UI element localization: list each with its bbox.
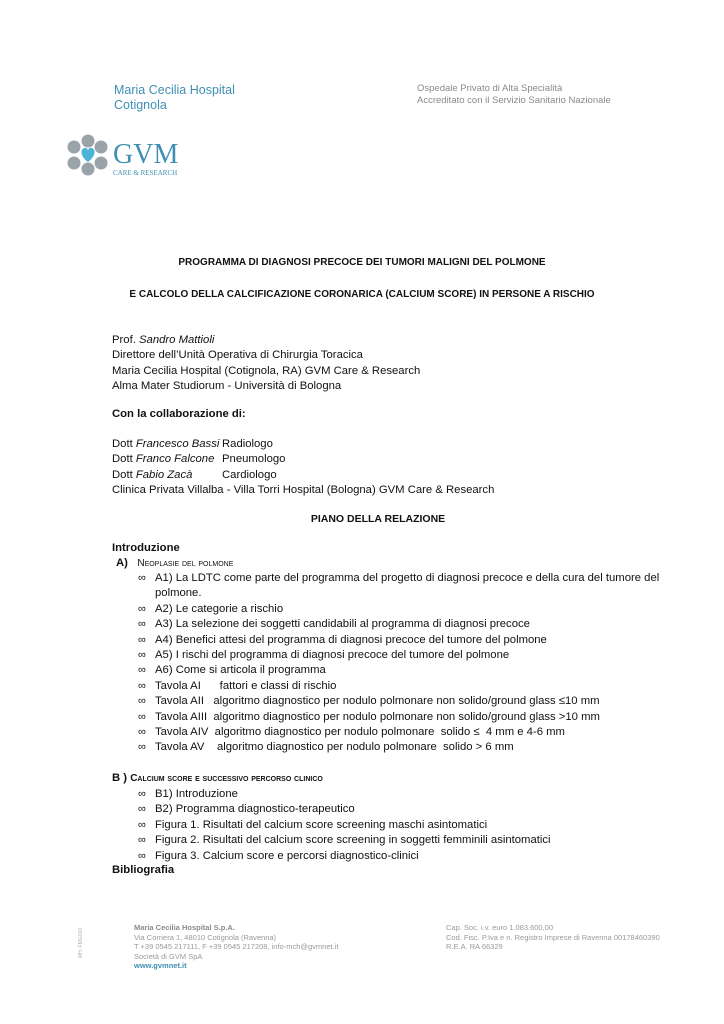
collaborator: Dott Fabio Zacà Cardiologo [112,468,277,481]
collaborator: Dott Francesco Bassi Radiologo [112,438,273,450]
author-hospital: Maria Cecilia Hospital (Cotignola, RA) GVM Care & Research [112,364,421,377]
infinity-bullet-icon: ∞ [138,695,146,708]
infinity-bullet-icon: ∞ [138,618,146,631]
collaboration-heading: Con la collaborazione di: [112,408,246,420]
bibliography-heading: Bibliografia [112,864,175,876]
infinity-bullet-icon: ∞ [138,572,146,584]
footer-company-info [134,923,338,971]
side-document-code: MH. FMG010 [78,927,84,958]
infinity-bullet-icon: ∞ [138,649,146,662]
author-block [112,333,420,395]
infinity-bullet-icon: ∞ [138,834,146,847]
accreditation-line2: Accreditato con il Servizio Sanitario Nazionale [417,95,611,106]
document-title-line1: PROGRAMMA DI DIAGNOSI PRECOCE DEI TUMORI MALIGNI DEL POLMONE [178,257,546,268]
list-item: ∞ Tavola AII algoritmo diagnostico per nodulo polmonare non solido/ground glass ≤10 mm [138,694,675,709]
footer-contacts: T +39 0545 217111, F +39 0545 217208, info-mch@gvmnet.it [134,942,339,951]
section-a-label: A) [116,557,128,569]
footer-company: Maria Cecilia Hospital S.p.A. [134,923,235,932]
infinity-bullet-icon: ∞ [138,788,146,800]
list-item: ∞ Tavola AIV algoritmo diagnostico per nodulo polmonare solido ≤ 4 mm e 4-6 mm [138,725,675,740]
list-item: ∞ B2) Programma diagnostico-terapeutico [138,802,551,817]
hospital-name-line1: Maria Cecilia Hospital [114,83,235,97]
list-item: ∞ A2) Le categorie a rischio [138,602,675,617]
list-item: ∞ Tavola AIII algoritmo diagnostico per nodulo polmonare non solido/ground glass >10 mm [138,710,675,725]
logo-subtext: CARE & RESEARCH [113,169,178,177]
gvm-flower-icon [68,135,108,176]
infinity-bullet-icon: ∞ [138,741,146,754]
infinity-bullet-icon: ∞ [138,726,146,739]
section-b-list [138,787,551,864]
hospital-name [114,83,235,113]
section-a-list [138,571,675,756]
accreditation-line1: Ospedale Privato di Alta Specialità [417,83,563,94]
infinity-bullet-icon: ∞ [138,679,146,692]
hospital-accreditation [417,83,611,107]
section-b-label: B ) [112,772,131,784]
author-name: Sandro Mattioli [139,334,215,346]
infinity-bullet-icon: ∞ [138,803,146,816]
list-item: ∞ Tavola AV algoritmo diagnostico per nodulo polmonare solido > 6 mm [138,740,675,755]
section-b-heading [112,771,323,786]
infinity-bullet-icon: ∞ [138,818,146,831]
list-item: ∞ A5) I rischi del programma di diagnosi precoce del tumore del polmone [138,648,675,663]
author-role: Direttore dell’Unità Operativa di Chirurgia Toracica [112,349,363,362]
list-item: ∞ B1) Introduzione [138,787,551,802]
footer-capital: Cap. Soc. i.v. euro 1.083.600,00 [446,923,554,932]
author-prefix: Prof. [112,334,139,346]
footer-website-link[interactable]: www.gvmnet.it [134,961,187,970]
list-item: ∞ Figura 3. Calcium score e percorsi diagnostico-clinici [138,849,551,864]
infinity-bullet-icon: ∞ [138,710,146,723]
footer-address: Via Corriera 1, 48010 Cotignola (Ravenna) [134,932,277,942]
infinity-bullet-icon: ∞ [138,664,146,677]
logo-text: GVM [113,139,179,170]
hospital-name-line2: Cotignola [114,98,167,112]
list-item: ∞ Figura 2. Risultati del calcium score screening in soggetti femminili asintomatici [138,833,551,848]
section-a-title: Neoplasie del polmone [137,558,234,569]
list-item: ∞ A1) La LDTC come parte del programma del progetto di diagnosi precoce e della cura del tumore del polmone. [138,572,660,600]
list-item: ∞ Figura 1. Risultati del calcium score screening maschi asintomatici [138,818,551,833]
plan-heading: PIANO DELLA RELAZIONE [310,513,446,525]
footer-legal-info [446,923,660,952]
infinity-bullet-icon: ∞ [138,602,146,615]
author-university: Alma Mater Studiorum - Università di Bologna [112,380,342,393]
collaboration-list [112,437,494,499]
footer-rea: R.E.A. RA 66329 [446,942,503,951]
infinity-bullet-icon: ∞ [138,849,146,862]
footer-tax: Cod. Fisc. P.Iva e n. Registro Imprese di Ravenna 00178460390 [446,932,660,942]
collaborator: Dott Franco Falcone Pneumologo [112,453,286,466]
list-item: ∞ A3) La selezione dei soggetti candidabili al programma di diagnosi precoce [138,617,675,632]
document-title-line2: E CALCOLO DELLA CALCIFICAZIONE CORONARICA (CALCIUM SCORE) IN PERSONE A RISCHIO [129,289,595,300]
footer-group: Società di GVM SpA [134,951,203,961]
section-a-heading [116,556,233,571]
list-item: ∞ Tavola AI fattori e classi di rischio [138,679,675,694]
list-item: ∞ A4) Benefici attesi del programma di diagnosi precoce del tumore del polmone [138,633,675,648]
intro-heading: Introduzione [112,542,180,554]
list-item: ∞ A6) Come si articola il programma [138,663,675,678]
gvm-logo [62,133,192,181]
infinity-bullet-icon: ∞ [138,633,146,646]
section-b-title: Calcium score e successivo percorso clinico [130,773,323,784]
collaboration-clinic: Clinica Privata Villalba - Villa Torri Hospital (Bologna) GVM Care & Research [112,484,495,497]
